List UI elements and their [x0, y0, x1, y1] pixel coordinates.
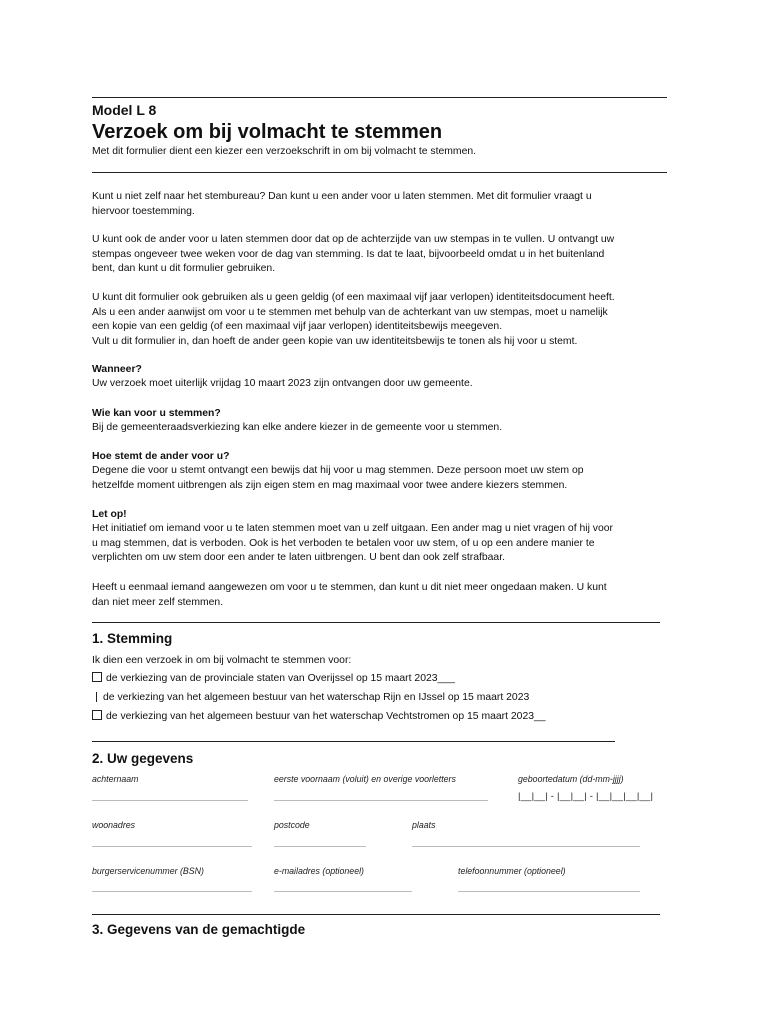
wie-text: Bij de gemeenteraadsverkiezing kan elke andere kiezer in de gemeente voor u stemmen. [92, 422, 503, 433]
section2-heading: 2. Uw gegevens [92, 751, 194, 766]
geboortedatum-field[interactable]: |__|__| - |__|__| - |__|__|__|__| [518, 791, 654, 802]
voornaam-field[interactable] [274, 800, 488, 801]
page-subtitle: Met dit formulier dient een kiezer een verzoekschrift in om bij volmacht te stemmen. [92, 146, 477, 157]
woonadres-label: woonadres [92, 820, 136, 830]
bsn-field[interactable] [92, 891, 252, 892]
achternaam-label: achternaam [92, 774, 139, 784]
achternaam-field[interactable] [92, 800, 248, 801]
email-field[interactable] [274, 891, 412, 892]
section1-intro: Ik dien een verzoek in om bij volmacht te stemmen voor: [92, 655, 352, 666]
wanneer-heading: Wanneer? [92, 364, 142, 375]
section2-top-rule [92, 741, 615, 742]
checkbox-waterschap-vechtstromen[interactable] [92, 710, 102, 720]
postcode-label: postcode [274, 820, 310, 830]
intro-paragraph-1: Kunt u niet zelf naar het stembureau? Dan kunt u een ander voor u laten stemmen. Met dit formulier vraagt u hiervoor toestemming. [92, 191, 592, 217]
intro-paragraph-2: U kunt ook de ander voor u laten stemmen door dat op de achterzijde van uw stempas in te vullen. U ontvangt uw stempas ongeveer twee weken voor de dag van stemming. Is dat te laat, bijvoorbeeld omdat u in het buitenland bent, dan kunt u dit formulier gebruiken. [92, 234, 615, 275]
wie-heading: Wie kan voor u stemmen? [92, 408, 221, 419]
wie-block [92, 407, 672, 436]
letop-heading: Let op! [92, 509, 127, 520]
email-label: e-mailadres (optioneel) [274, 866, 364, 876]
hoe-heading: Hoe stemt de ander voor u? [92, 451, 230, 462]
hoe-block: Hoe stemt de ander voor u? Degene die voor u stemt ontvangt een bewijs dat hij voor u mag stemmen. Deze persoon moet uw stem op hetzelfde moment uitbrengen als zijn eigen stem en mag maximaal voor twee andere kiezers stemmen. [92, 450, 672, 493]
final-paragraph: Heeft u eenmaal iemand aangewezen om voor u te stemmen, dan kunt u dit niet meer ongedaan maken. U kunt dan niet meer zelf stemmen. [92, 582, 607, 608]
section3-heading: 3. Gegevens van de gemachtigde [92, 922, 306, 937]
plaats-label: plaats [412, 820, 436, 830]
bsn-label: burgerservicenummer (BSN) [92, 866, 204, 876]
option-waterschap-vechtstromen[interactable]: de verkiezing van het algemeen bestuur van het waterschap Vechtstromen op 15 maart 2023__ [92, 710, 546, 723]
top-rule [92, 97, 667, 98]
geboortedatum-label: geboortedatum (dd-mm-jjjj) [518, 774, 624, 784]
plaats-field[interactable] [412, 846, 640, 847]
woonadres-field[interactable] [92, 846, 252, 847]
postcode-field[interactable] [274, 846, 366, 847]
option-provinciale-staten[interactable]: de verkiezing van de provinciale staten van Overijssel op 15 maart 2023___ [92, 672, 455, 685]
checkbox-waterschap-rijn-ijssel[interactable] [96, 692, 97, 702]
letop-block: Let op! Het initiatief om iemand voor u te laten stemmen moet van u zelf uitgaan. Een ander mag u niet vragen of hij voor u mag stemmen, dat is verboden. Ook is het verboden te betalen voor uw stem, of u op een andere manier te verplichten om uw stem door een ander te laten uitbrengen. U bent dan ook zelf strafbaar. [92, 508, 672, 566]
page-title: Verzoek om bij volmacht te stemmen [92, 121, 443, 143]
telefoon-field[interactable] [458, 891, 640, 892]
section3-top-rule [92, 914, 660, 915]
option-waterschap-rijn-ijssel[interactable]: de verkiezing van het algemeen bestuur van het waterschap Rijn en IJssel op 15 maart 2023 [92, 691, 529, 704]
section1-top-rule [92, 622, 660, 623]
checkbox-provinciale-staten[interactable] [92, 672, 102, 682]
telefoon-label: telefoonnummer (optioneel) [458, 866, 566, 876]
voornaam-label: eerste voornaam (voluit) en overige voorletters [274, 774, 456, 784]
intro-paragraph-3: U kunt dit formulier ook gebruiken als u geen geldig (of een maximaal vijf jaar verlopen) identiteitsdocument heeft. Als u een ander aanwijst om voor u te stemmen met behulp van de achterkant van uw stempas, moet u namelijk een kopie van een geldig (of een maximaal vijf jaar verlopen) identiteitsbewijs meegeven. Vult u dit formulier in, dan hoeft de ander geen kopie van uw identiteitsbewijs te tonen als hij voor u stemt. [92, 292, 615, 348]
model-label: Model L 8 [92, 102, 157, 118]
header-rule [92, 172, 667, 173]
wanneer-block [92, 363, 672, 392]
section1-heading: 1. Stemming [92, 631, 173, 646]
wanneer-text: Uw verzoek moet uiterlijk vrijdag 10 maart 2023 zijn ontvangen door uw gemeente. [92, 378, 473, 389]
